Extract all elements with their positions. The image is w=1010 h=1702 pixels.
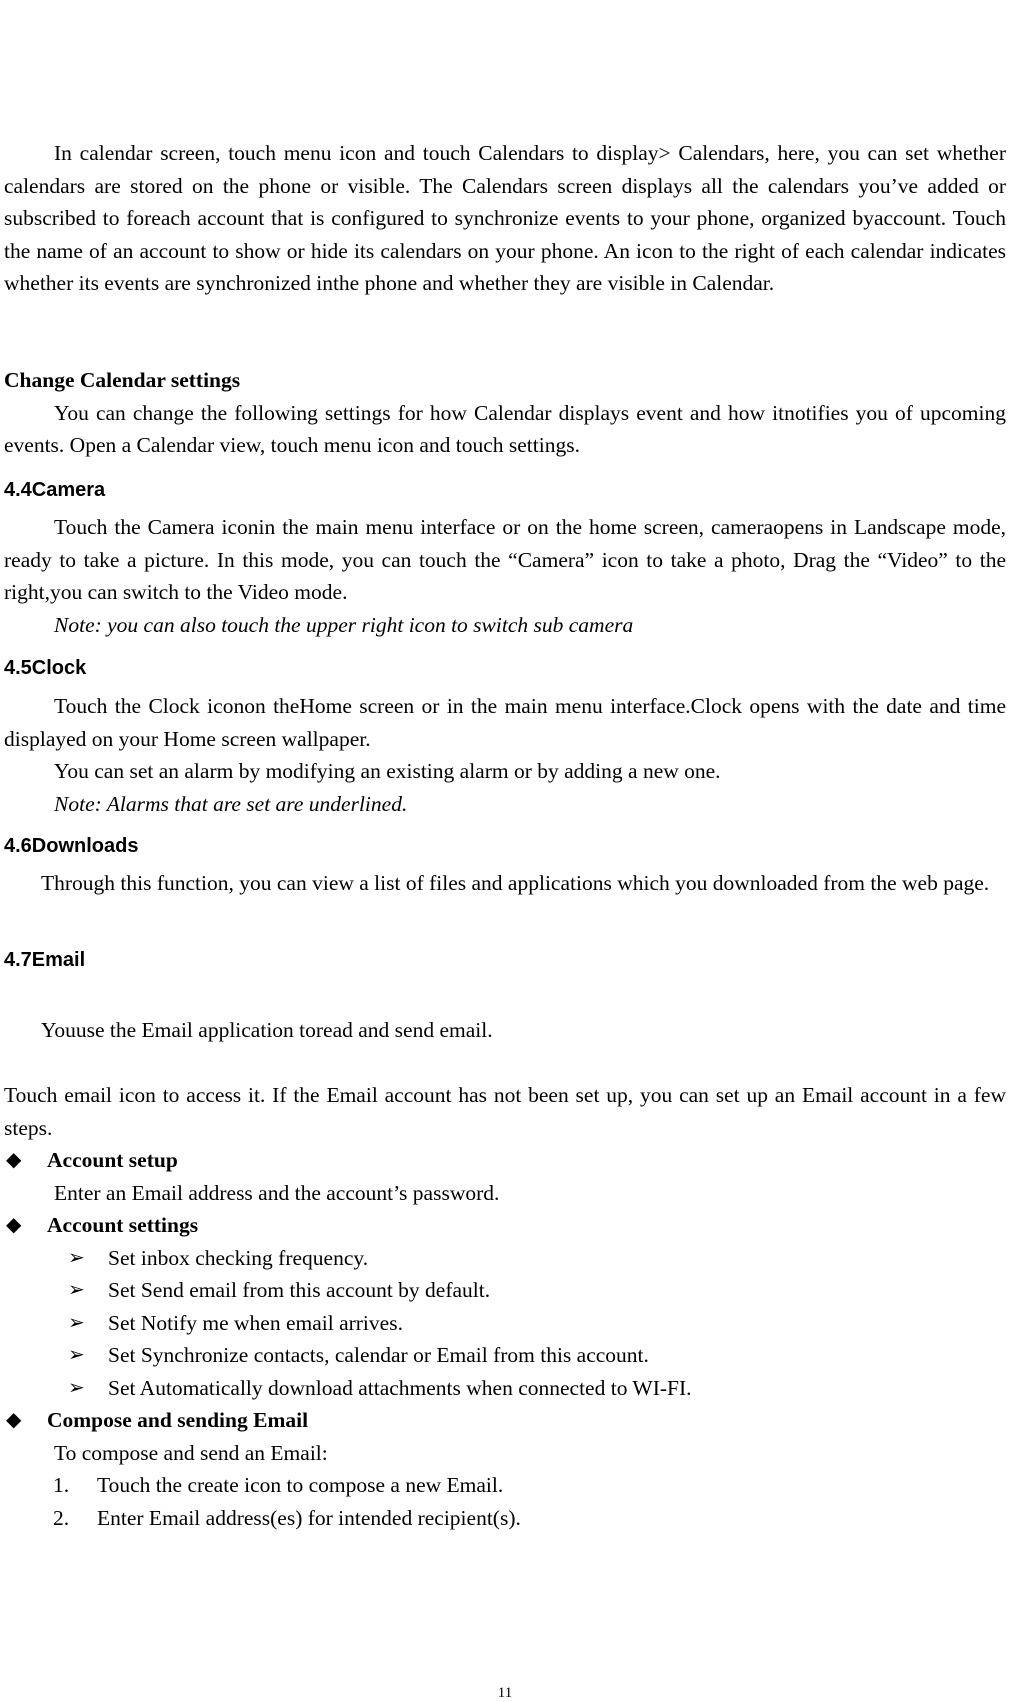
account-settings-title: Account settings	[47, 1213, 199, 1237]
account-setup-text: Enter an Email address and the account’s password.	[54, 1180, 500, 1205]
list-item-text: Set Send email from this account by default.	[108, 1278, 491, 1302]
list-item	[4, 1372, 1006, 1405]
downloads-body-block	[4, 867, 1006, 900]
step-text: Enter Email address(es) for intended recipient(s).	[97, 1505, 521, 1530]
compose-item	[4, 1404, 1006, 1437]
numbered-step	[4, 1469, 1006, 1502]
email-heading: 4.7Email	[4, 949, 86, 971]
step-text: Touch the create icon to compose a new Email.	[97, 1473, 504, 1497]
clock-note: Note: Alarms that are set are underlined.	[54, 791, 408, 816]
change-settings-paragraph: You can change the following settings for how Calendar displays event and how itnotifies you of upcoming events. Open a Calendar view, touch menu icon and touch settings.	[4, 400, 1006, 457]
arrow-bullet-icon: ➢	[68, 1344, 85, 1366]
arrow-bullet-icon: ➢	[68, 1376, 85, 1399]
list-item	[4, 1274, 1006, 1307]
camera-section	[4, 474, 1006, 507]
email-body-block	[4, 1079, 1006, 1534]
diamond-bullet-icon: ◆	[6, 1214, 22, 1236]
page-number: 11	[497, 1685, 513, 1701]
account-setup-title: Account setup	[47, 1148, 178, 1172]
list-item	[4, 1339, 1006, 1372]
step-number: 2.	[53, 1505, 70, 1530]
change-settings-heading: Change Calendar settings	[4, 368, 241, 392]
camera-heading: 4.4Camera	[4, 479, 106, 501]
clock-paragraph: Touch the Clock iconon theHome screen or in the main menu interface.Clock opens with the date and time displayed on your Home screen wallpaper.	[4, 694, 1006, 751]
email-section	[4, 944, 1006, 977]
change-settings-section	[4, 364, 1006, 462]
numbered-step	[4, 1502, 1006, 1535]
email-paragraph: Touch email icon to access it. If the Email account has not been set up, you can set up an Email account in a few steps.	[4, 1083, 1006, 1140]
downloads-paragraph: Through this function, you can view a list of files and applications which you downloaded from the web page.	[41, 871, 990, 895]
clock-body-block	[4, 690, 1006, 820]
email-intro: Youuse the Email application toread and send email.	[41, 1018, 493, 1042]
compose-title: Compose and sending Email	[47, 1408, 309, 1432]
calendars-paragraph: In calendar screen, touch menu icon and touch Calendars to display> Calendars, here, you can set whether calendars are stored on the phone or visible. The Calendars screen displays all the calendars you’ve added or subscribed to foreach account that is configured to synchronize events to your phone, organized byaccount. Touch the name of an account to show or hide its calendars on your phone. An icon to the right of each calendar indicates whether its events are synchronized inthe phone and whether they are visible in Calendar.	[4, 141, 1006, 295]
camera-paragraph: Touch the Camera iconin the main menu interface or on the home screen, cameraopens in Landscape mode, ready to take a picture. In this mode, you can touch the “Camera” icon to take a photo, Drag the “Video” to the right,you can switch to the Video mode.	[4, 515, 1006, 604]
list-item-text: Set Notify me when email arrives.	[108, 1310, 403, 1335]
clock-alarm-text: You can set an alarm by modifying an existing alarm or by adding a new one.	[54, 759, 721, 783]
downloads-section	[4, 830, 1006, 863]
document-page	[4, 0, 1006, 1702]
clock-heading: 4.5Clock	[4, 657, 87, 679]
diamond-bullet-icon: ◆	[6, 1149, 22, 1171]
list-item-text: Set Automatically download attachments when connected to WI-FI.	[108, 1375, 692, 1400]
arrow-bullet-icon: ➢	[68, 1246, 85, 1269]
list-item	[4, 1242, 1006, 1275]
account-settings-item	[4, 1209, 1006, 1242]
camera-body-block	[4, 511, 1006, 641]
list-item-text: Set Synchronize contacts, calendar or Email from this account.	[108, 1343, 649, 1367]
camera-note: Note: you can also touch the upper right icon to switch sub camera	[54, 612, 634, 637]
downloads-heading: 4.6Downloads	[4, 835, 139, 857]
list-item-text: Set inbox checking frequency.	[108, 1245, 369, 1270]
diamond-bullet-icon: ◆	[6, 1409, 22, 1431]
compose-text: To compose and send an Email:	[54, 1440, 328, 1465]
account-setup-item	[4, 1144, 1006, 1177]
arrow-bullet-icon: ➢	[68, 1279, 85, 1301]
calendars-section	[4, 137, 1006, 300]
arrow-bullet-icon: ➢	[68, 1311, 85, 1334]
clock-section	[4, 652, 1006, 685]
step-number: 1.	[53, 1473, 70, 1497]
email-intro-block	[4, 1014, 1006, 1047]
list-item	[4, 1307, 1006, 1340]
